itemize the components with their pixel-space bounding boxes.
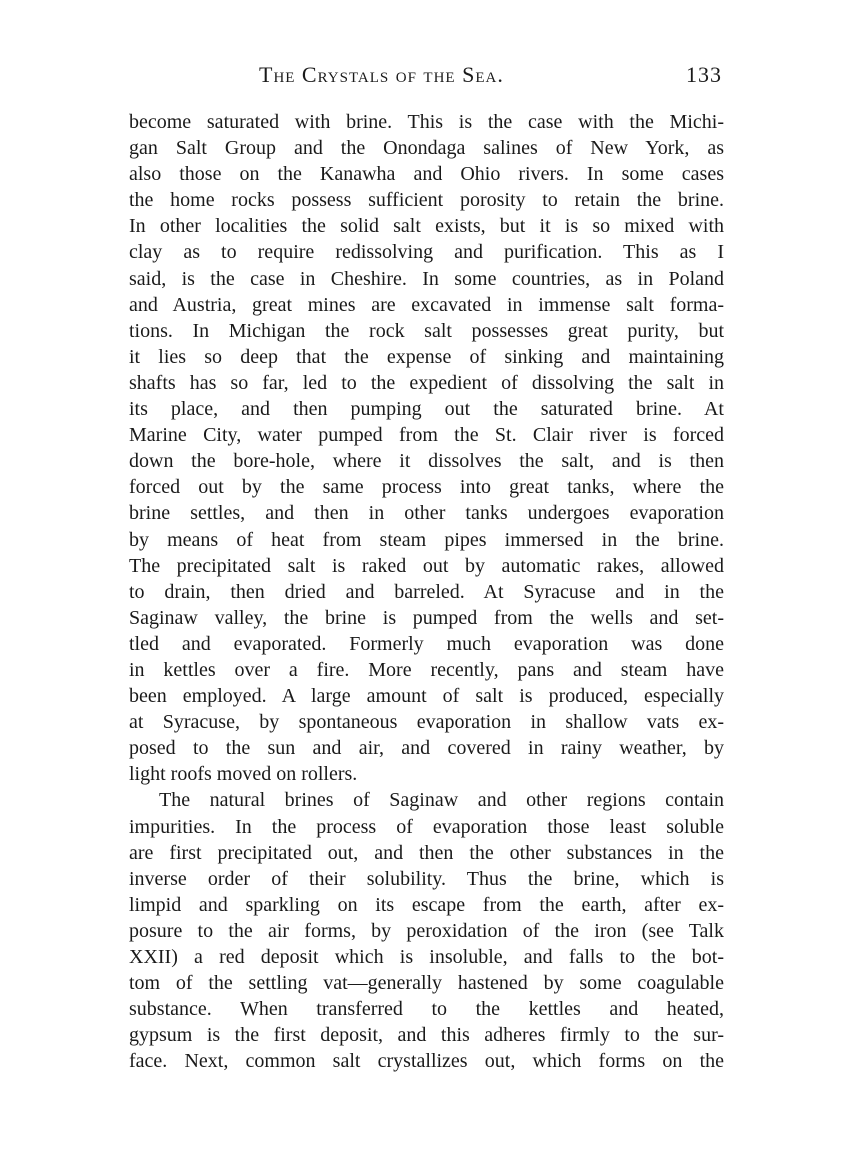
- text-line: clay as to require redissolving and purification. This as I: [129, 241, 724, 264]
- text-line: down the bore-hole, where it dissolves the salt, and is then: [129, 450, 724, 473]
- text-line: by means of heat from steam pipes immersed in the brine.: [129, 528, 724, 551]
- text-line: Marine City, water pumped from the St. Clair river is forced: [129, 424, 724, 447]
- text-line: tom of the settling vat—generally hastened by some coagulable: [129, 972, 724, 995]
- text-line: posed to the sun and air, and covered in rainy weather, by: [129, 737, 724, 760]
- text-line: forced out by the same process into great tanks, where the: [129, 476, 724, 499]
- text-line: posure to the air forms, by peroxidation of the iron (see Talk: [129, 919, 724, 942]
- text-line: In other localities the solid salt exists, but it is so mixed with: [129, 215, 724, 238]
- text-line: gypsum is the first deposit, and this adheres firmly to the sur-: [129, 1024, 724, 1047]
- text-line: The natural brines of Saginaw and other regions contain: [159, 789, 724, 812]
- paragraph-continued: [129, 109, 724, 787]
- text-line: face. Next, common salt crystallizes out, which forms on the: [129, 1050, 724, 1073]
- text-line: at Syracuse, by spontaneous evaporation in shallow vats ex-: [129, 711, 724, 734]
- text-line: to drain, then dried and barreled. At Syracuse and in the: [129, 580, 724, 603]
- text-line: inverse order of their solubility. Thus the brine, which is: [129, 867, 724, 890]
- text-line: impurities. In the process of evaporation those least soluble: [129, 815, 724, 838]
- running-title: The Crystals of the Sea.: [259, 62, 504, 87]
- body-text: [129, 109, 724, 1074]
- text-line: light roofs moved on rollers.: [129, 763, 358, 786]
- text-line: the home rocks possess sufficient porosity to retain the brine.: [129, 189, 724, 212]
- text-line: also those on the Kanawha and Ohio rivers. In some cases: [129, 163, 724, 186]
- text-line: tions. In Michigan the rock salt possesses great purity, but: [129, 319, 724, 342]
- text-line: are first precipitated out, and then the other substances in the: [129, 841, 724, 864]
- paragraph-natural-brines: [129, 787, 724, 1074]
- text-line: The precipitated salt is raked out by automatic rakes, allowed: [129, 554, 724, 577]
- text-line: substance. When transferred to the kettles and heated,: [129, 998, 724, 1021]
- text-line: and Austria, great mines are excavated in immense salt forma-: [129, 293, 724, 316]
- text-line: brine settles, and then in other tanks undergoes evaporation: [129, 502, 724, 525]
- text-line: been employed. A large amount of salt is produced, especially: [129, 685, 724, 708]
- text-line: gan Salt Group and the Onondaga salines of New York, as: [129, 137, 724, 160]
- running-head: [129, 62, 724, 96]
- text-line: in kettles over a fire. More recently, pans and steam have: [129, 658, 724, 681]
- page-number: 133: [686, 62, 722, 87]
- text-line: Saginaw valley, the brine is pumped from the wells and set-: [129, 606, 724, 629]
- text-line: XXII) a red deposit which is insoluble, and falls to the bot-: [129, 946, 724, 968]
- text-line: its place, and then pumping out the saturated brine. At: [129, 398, 724, 421]
- text-line: said, is the case in Cheshire. In some countries, as in Poland: [129, 267, 724, 290]
- text-line: become saturated with brine. This is the case with the Michi-: [129, 111, 724, 133]
- text-line: it lies so deep that the expense of sinking and maintaining: [129, 345, 724, 368]
- text-line: limpid and sparkling on its escape from the earth, after ex-: [129, 893, 724, 916]
- text-line: tled and evaporated. Formerly much evaporation was done: [129, 632, 724, 655]
- book-page: [129, 62, 724, 1074]
- text-line: shafts has so far, led to the expedient of dissolving the salt in: [129, 371, 724, 394]
